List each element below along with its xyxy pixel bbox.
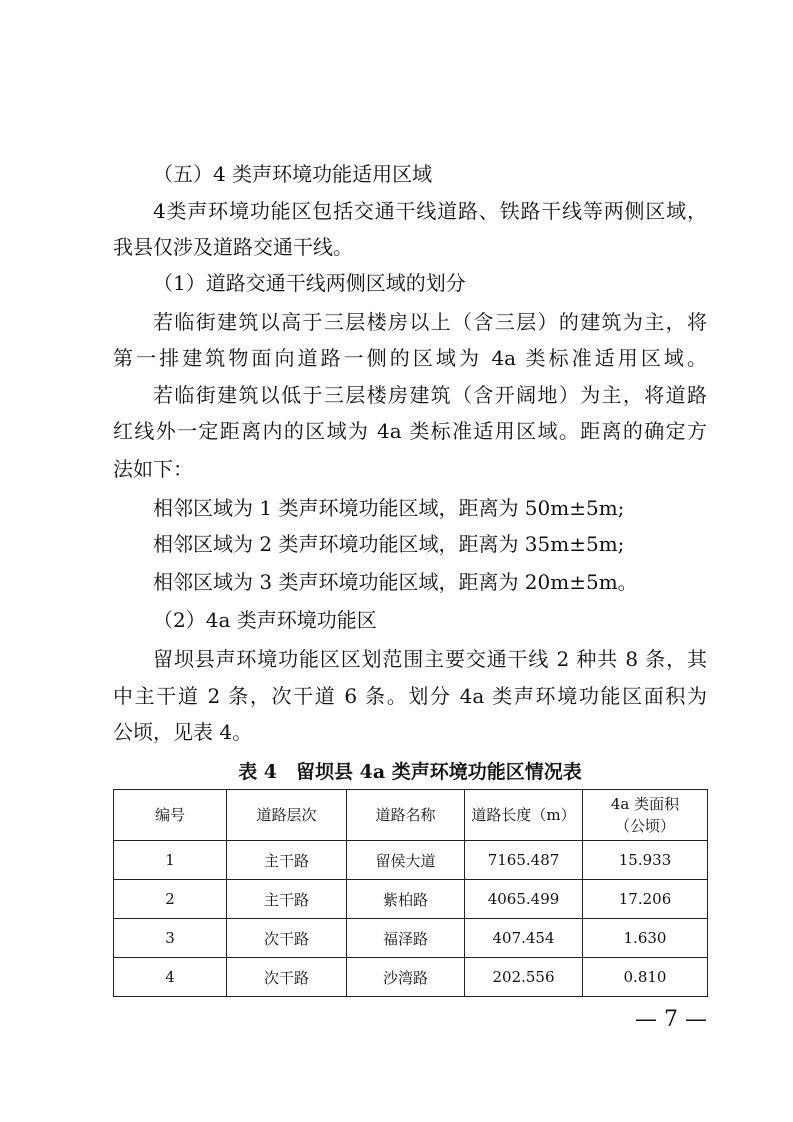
page-number: — 7 — <box>635 1007 707 1032</box>
section-heading: （五）4 类声环境功能适用区域 <box>153 162 433 186</box>
cell-level: 次干路 <box>227 958 347 997</box>
paragraph-line: 若临街建筑以高于三层楼房以上（含三层）的建筑为主，将 <box>153 310 707 334</box>
distance-item: 相邻区域为 1 类声环境功能区域，距离为 50m±5m; <box>153 496 625 520</box>
cell-area: 17.206 <box>583 880 708 919</box>
header-level: 道路层次 <box>227 790 347 841</box>
paragraph-line: 留坝县声环境功能区区划范围主要交通干线 2 种共 8 条，其 <box>153 647 707 671</box>
paragraph-line: 我县仅涉及道路交通干线。 <box>113 235 353 259</box>
cell-no: 1 <box>114 841 227 880</box>
distance-item: 相邻区域为 3 类声环境功能区域，距离为 20m±5m。 <box>153 570 638 594</box>
cell-no: 4 <box>114 958 227 997</box>
cell-no: 2 <box>114 880 227 919</box>
header-length: 道路长度（m） <box>465 790 583 841</box>
cell-name: 紫柏路 <box>347 880 465 919</box>
table-header-row <box>114 790 708 841</box>
cell-area: 15.933 <box>583 841 708 880</box>
cell-length: 202.556 <box>465 958 583 997</box>
header-area-line2: （公顷） <box>614 817 675 835</box>
subsection-heading: （1）道路交通干线两侧区域的划分 <box>153 271 466 295</box>
table-row <box>114 841 708 880</box>
paragraph-line: 4类声环境功能区包括交通干线道路、铁路干线等两侧区域， <box>153 199 707 223</box>
cell-level: 主干路 <box>227 841 347 880</box>
header-area-line1: 4a 类面积 <box>610 795 680 813</box>
cell-level: 主干路 <box>227 880 347 919</box>
table-row <box>114 958 708 997</box>
cell-name: 福泽路 <box>347 919 465 958</box>
paragraph-line: 红线外一定距离内的区域为 4a 类标准适用区域。距离的确定方 <box>113 419 707 443</box>
paragraph-line: 第一排建筑物面向道路一侧的区域为 4a 类标准适用区域。 <box>113 346 707 370</box>
paragraph-line: 若临街建筑以低于三层楼房建筑（含开阔地）为主，将道路 <box>153 383 707 407</box>
cell-no: 3 <box>114 919 227 958</box>
subsection-heading: （2）4a 类声环境功能区 <box>153 608 377 632</box>
header-name: 道路名称 <box>347 790 465 841</box>
paragraph-line: 法如下： <box>113 457 193 481</box>
cell-area: 0.810 <box>583 958 708 997</box>
table-row <box>114 919 708 958</box>
cell-length: 4065.499 <box>465 880 583 919</box>
cell-length: 407.454 <box>465 919 583 958</box>
header-area <box>583 790 708 841</box>
header-no: 编号 <box>114 790 227 841</box>
distance-item: 相邻区域为 2 类声环境功能区域，距离为 35m±5m; <box>153 532 625 556</box>
table-caption: 表 4 留坝县 4a 类声环境功能区情况表 <box>238 761 582 783</box>
paragraph-line: 中主干道 2 条，次干道 6 条。划分 4a 类声环境功能区面积为 <box>113 684 707 708</box>
cell-area: 1.630 <box>583 919 708 958</box>
paragraph-line: 公顷，见表 4。 <box>113 720 253 744</box>
cell-length: 7165.487 <box>465 841 583 880</box>
road-table <box>113 789 708 997</box>
table-row <box>114 880 708 919</box>
cell-level: 次干路 <box>227 919 347 958</box>
cell-name: 留侯大道 <box>347 841 465 880</box>
cell-name: 沙湾路 <box>347 958 465 997</box>
